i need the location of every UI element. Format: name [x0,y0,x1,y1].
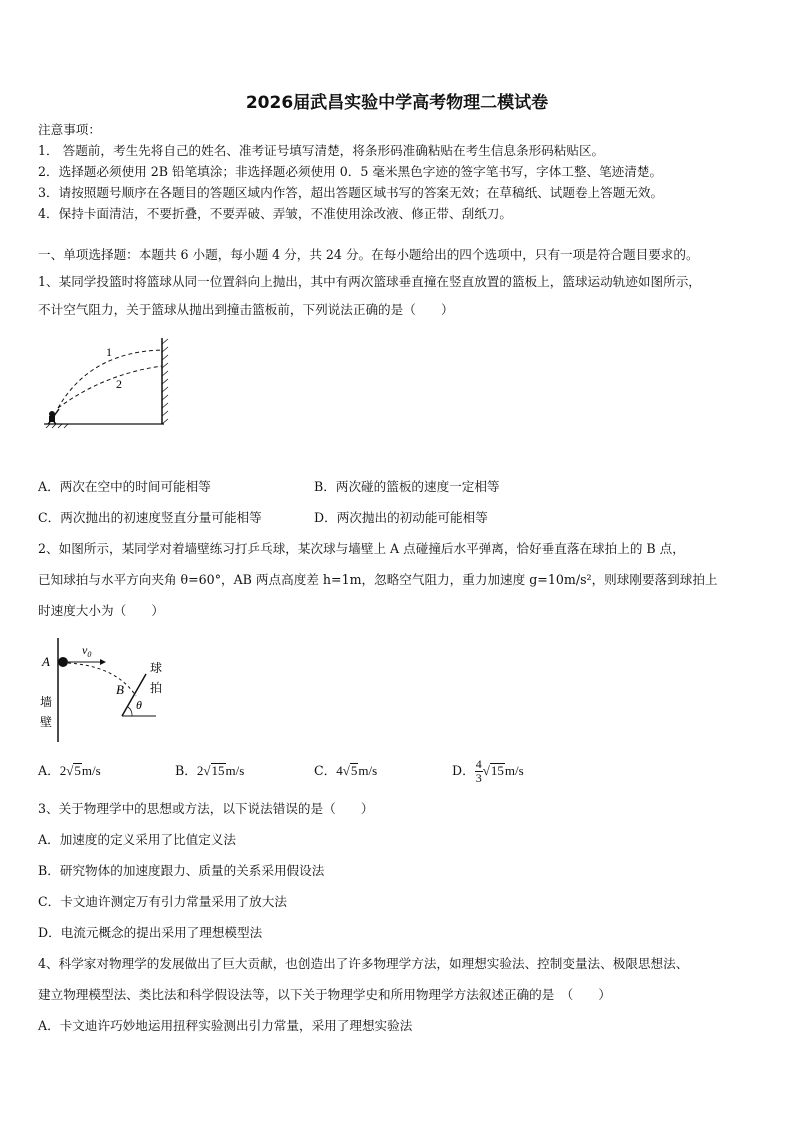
question-1-stem: 不计空气阻力，关于篮球从抛出到撞击篮板前，下列说法正确的是（ ） [38,302,454,317]
question-3-option-b[interactable]: B．研究物体的加速度跟力、质量的关系采用假设法 [38,863,325,878]
question-1-stem: 1、某同学投篮时将篮球从同一位置斜向上抛出，其中有两次篮球垂直撞在竖直放置的篮板上，篮球运动轨迹如图所示， [38,274,701,289]
point-a-label: A [42,654,50,669]
arrow-head-icon [100,659,106,665]
backboard-hatch [162,339,168,424]
notice-item: 3．请按照题号顺序在各题目的答题区域内作答，超出答题区域书写的答案无效；在草稿纸、试题卷上答题无效。 [38,185,664,200]
ground-hatch [46,424,68,428]
question-4-stem: 建立物理模型法、类比法和科学假设法等，以下关于物理学史和所用物理学方法叙述正确的是 （ ） [38,987,612,1002]
question-1-option-c[interactable]: C．两次抛出的初速度竖直分量可能相等 [38,510,262,525]
theta-label: θ [136,698,142,712]
trajectory-2-label: 2 [116,377,122,391]
notice-item: 4．保持卡面清洁，不要折叠，不要弄破、弄皱，不准使用涂改液、修正带、刮纸刀。 [38,206,512,221]
trajectory-2 [58,366,162,408]
ping-pong-figure [36,636,176,746]
question-3-option-d[interactable]: D．电流元概念的提出采用了理想模型法 [38,925,263,940]
question-1-option-b[interactable]: B．两次碰的篮板的速度一定相等 [314,479,500,494]
question-2-option-d[interactable]: D． $\frac{4}{3}$ √15m/s [452,757,524,785]
question-2-stem: 时速度大小为（ ） [38,603,164,618]
question-3-stem: 3、关于物理学中的思想或方法，以下说法错误的是（ ） [38,801,374,816]
question-2-option-c[interactable]: C．4√5m/s [314,763,378,778]
trajectory-1-label: 1 [106,345,112,359]
player-figure [48,409,59,424]
angle-arc [128,707,132,716]
basketball-trajectory-figure [40,336,180,431]
notice-item: 1． 答题前，考生先将自己的姓名、准考证号填写清楚，将条形码准确粘贴在考生信息条形码粘贴区。 [38,143,605,158]
notice-item: 2．选择题必须使用 2B 铅笔填涂；非选择题必须使用 0．5 毫米黑色字迹的签字笔书写，字体工整、笔迹清楚。 [38,164,663,179]
racket [122,674,146,716]
ball [58,657,68,667]
question-4-option-a[interactable]: A．卡文迪许巧妙地运用扭秤实验测出引力常量，采用了理想实验法 [38,1018,413,1033]
racket-label: 球 [150,661,163,675]
ball-path [68,663,136,696]
wall-label: 壁 [40,715,53,729]
racket-label: 拍 [150,681,163,695]
question-3-option-c[interactable]: C．卡文迪许测定万有引力常量采用了放大法 [38,894,287,909]
point-b-label: B [116,682,124,697]
question-3-option-a[interactable]: A．加速度的定义采用了比值定义法 [38,832,237,847]
exam-title: 2026届武昌实验中学高考物理二模试卷 [245,93,549,113]
question-2-option-a[interactable]: A．2√5m/s [38,763,101,778]
question-2-stem: 2、如图所示，某同学对着墙壁练习打乒乓球，某次球与墙壁上 A 点碰撞后水平弹离，恰好垂直落在球拍上的 B 点， [38,541,685,556]
wall-label: 墙 [40,695,53,709]
question-2-option-b[interactable]: B．2√15m/s [175,763,245,778]
question-2-stem: 已知球拍与水平方向夹角 θ=60°，AB 两点高度差 h=1m，忽略空气阻力，重力加速度 g=10m/s²，则球刚要落到球拍上 [38,572,718,587]
question-4-stem: 4、科学家对物理学的发展做出了巨大贡献，也创造出了许多物理学方法，如理想实验法、控制变量法、极限思想法、 [38,956,689,971]
question-1-option-a[interactable]: A．两次在空中的时间可能相等 [38,479,211,494]
v0-label: $v_0$ [82,643,92,659]
notice-heading: 注意事项： [38,122,101,137]
section-heading: 一、单项选择题：本题共 6 小题，每小题 4 分，共 24 分。在每小题给出的四个选项中，只有一项是符合题目要求的。 [38,247,699,262]
question-1-option-d[interactable]: D．两次抛出的初动能可能相等 [314,510,488,525]
